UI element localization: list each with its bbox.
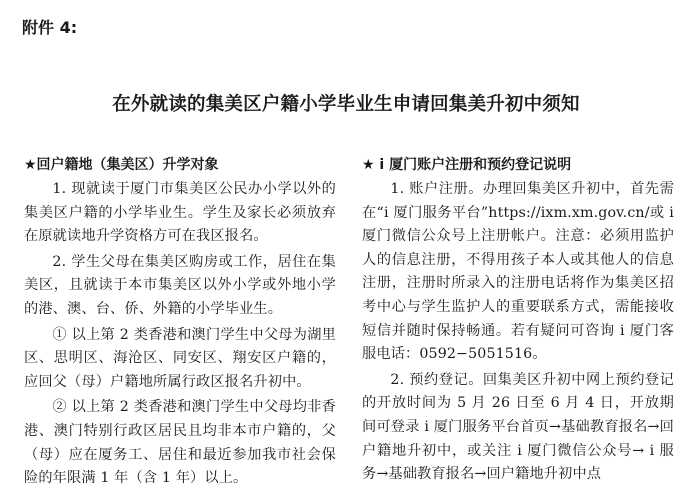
paragraph: 1. 现就读于厦门市集美区公民办小学以外的集美区户籍的小学毕业生。学生及家长必须放弃在原就读地升学资格方可在我区报名。 — [24, 181, 336, 245]
paragraph: 1. 账户注册。办理回集美区升初中，首先需在“i 厦门服务平台”https://ixm.xm.gov.cn/或 i 厦门微信公众号上注册帐户。注意：必须用监护人的信息注册，不得用孩子本人或其他人的信息注册，注册时所录入的注册电话将作为集美区招考中心与学生监护人的重要联系方式，需能接收短信并随时保持畅通。若有疑问可咨询 i 厦门客服电话：0592−5051516。 — [362, 181, 674, 363]
paragraph: 2. 学生父母在集美区购房或工作，居住在集美区，且就读于本市集美区以外小学或外地小学的港、澳、台、侨、外籍的小学毕业生。 — [24, 253, 336, 317]
paragraph: ② 以上第 2 类香港和澳门学生中父母均非香港、澳门特别行政区居民且均非本市户籍的，父（母）应在厦务工、居住和最近参加我市社会保险的年限满 1 年（含 1 年）以上。 — [24, 399, 336, 487]
attachment-label: 附件 4: — [22, 18, 78, 37]
paragraph: ① 以上第 2 类香港和澳门学生中父母为湖里区、思明区、海沧区、同安区、翔安区户籍的，应回父（母）户籍地所属行政区报名升初中。 — [24, 326, 336, 390]
section-heading-registration: ★ i 厦门账户注册和预约登记说明 — [362, 157, 572, 173]
section-heading-eligibility: ★回户籍地（集美区）升学对象 — [24, 157, 219, 173]
document-title: 在外就读的集美区户籍小学毕业生申请回集美升初中须知 — [112, 94, 580, 115]
paragraph: 2. 预约登记。回集美区升初中网上预约登记的开放时间为 5 月 26 日至 6 月 4 日，开放期间可登录 i 厦门服务平台首页→基础教育报名→回户籍地升初中，或关注 i 厦门微信公众号→ i 服务→基础教育报名→回户籍地升初中点 — [362, 371, 674, 483]
right-column — [362, 155, 674, 487]
left-column — [24, 155, 336, 491]
